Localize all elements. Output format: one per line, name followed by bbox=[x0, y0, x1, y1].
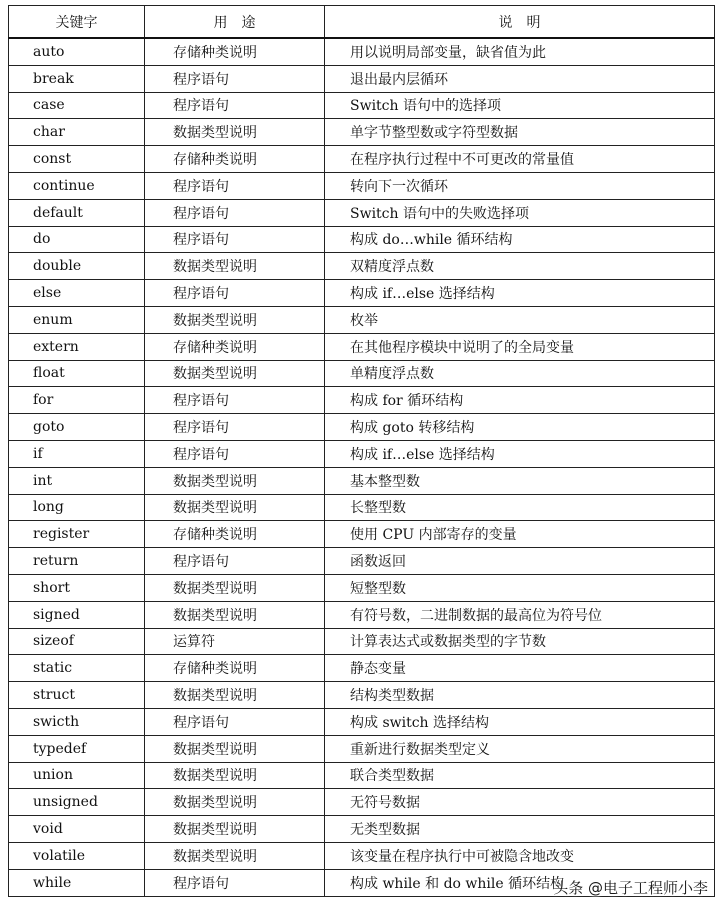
table-row bbox=[9, 467, 715, 494]
keyword-cell: do bbox=[9, 226, 145, 253]
description-cell: 无类型数据 bbox=[325, 816, 715, 843]
keyword-cell: double bbox=[9, 253, 145, 280]
usage-cell: 数据类型说明 bbox=[145, 306, 325, 333]
description-cell: 在其他程序模块中说明了的全局变量 bbox=[325, 333, 715, 360]
keyword-cell: struct bbox=[9, 682, 145, 709]
description-cell: 结构类型数据 bbox=[325, 682, 715, 709]
description-cell: 有符号数，二进制数据的最高位为符号位 bbox=[325, 601, 715, 628]
usage-cell: 存储种类说明 bbox=[145, 521, 325, 548]
usage-cell: 程序语句 bbox=[145, 280, 325, 307]
table-row bbox=[9, 682, 715, 709]
description-cell: 无符号数据 bbox=[325, 789, 715, 816]
description-cell: 基本整型数 bbox=[325, 467, 715, 494]
description-cell: 短整型数 bbox=[325, 574, 715, 601]
description-cell: Switch 语句中的失败选择项 bbox=[325, 199, 715, 226]
usage-cell: 存储种类说明 bbox=[145, 655, 325, 682]
description-cell: 计算表达式或数据类型的字节数 bbox=[325, 628, 715, 655]
description-cell: 构成 while 和 do while 循环结构 bbox=[325, 869, 715, 896]
usage-cell: 程序语句 bbox=[145, 199, 325, 226]
table-row bbox=[9, 655, 715, 682]
usage-cell: 程序语句 bbox=[145, 387, 325, 414]
description-cell: 构成 for 循环结构 bbox=[325, 387, 715, 414]
description-cell: 构成 switch 选择结构 bbox=[325, 708, 715, 735]
description-cell: 使用 CPU 内部寄存的变量 bbox=[325, 521, 715, 548]
watermark: 头条 @电子工程师小李 bbox=[553, 879, 708, 897]
keyword-cell: int bbox=[9, 467, 145, 494]
usage-cell: 数据类型说明 bbox=[145, 253, 325, 280]
table-row bbox=[9, 38, 715, 65]
keyword-cell: volatile bbox=[9, 842, 145, 869]
table-row bbox=[9, 65, 715, 92]
keyword-cell: extern bbox=[9, 333, 145, 360]
usage-cell: 数据类型说明 bbox=[145, 494, 325, 521]
keyword-cell: union bbox=[9, 762, 145, 789]
description-cell: 构成 do…while 循环结构 bbox=[325, 226, 715, 253]
description-cell: 转向下一次循环 bbox=[325, 172, 715, 199]
description-cell: 枚举 bbox=[325, 306, 715, 333]
table-row bbox=[9, 119, 715, 146]
table-row bbox=[9, 333, 715, 360]
table-row bbox=[9, 440, 715, 467]
description-cell: 构成 if…else 选择结构 bbox=[325, 280, 715, 307]
keyword-cell: float bbox=[9, 360, 145, 387]
description-cell: 单字节整型数或字符型数据 bbox=[325, 119, 715, 146]
keyword-table bbox=[8, 5, 715, 897]
usage-cell: 程序语句 bbox=[145, 440, 325, 467]
description-cell: 构成 if…else 选择结构 bbox=[325, 440, 715, 467]
table-body bbox=[9, 38, 715, 896]
description-cell: Switch 语句中的选择项 bbox=[325, 92, 715, 119]
keyword-cell: const bbox=[9, 146, 145, 173]
usage-cell: 程序语句 bbox=[145, 92, 325, 119]
description-cell: 该变量在程序执行中可被隐含地改变 bbox=[325, 842, 715, 869]
table-row bbox=[9, 306, 715, 333]
keyword-cell: void bbox=[9, 816, 145, 843]
keyword-cell: signed bbox=[9, 601, 145, 628]
table-row bbox=[9, 548, 715, 575]
description-cell: 用以说明局部变量，缺省值为此 bbox=[325, 38, 715, 65]
description-cell: 在程序执行过程中不可更改的常量值 bbox=[325, 146, 715, 173]
usage-cell: 存储种类说明 bbox=[145, 146, 325, 173]
usage-cell: 程序语句 bbox=[145, 172, 325, 199]
usage-cell: 数据类型说明 bbox=[145, 762, 325, 789]
table-row bbox=[9, 226, 715, 253]
keyword-cell: enum bbox=[9, 306, 145, 333]
table-row bbox=[9, 360, 715, 387]
usage-cell: 数据类型说明 bbox=[145, 735, 325, 762]
keyword-cell: short bbox=[9, 574, 145, 601]
table-row bbox=[9, 494, 715, 521]
usage-cell: 存储种类说明 bbox=[145, 38, 325, 65]
table-row bbox=[9, 789, 715, 816]
keyword-cell: break bbox=[9, 65, 145, 92]
usage-cell: 程序语句 bbox=[145, 708, 325, 735]
usage-cell: 数据类型说明 bbox=[145, 601, 325, 628]
table-row bbox=[9, 280, 715, 307]
usage-cell: 存储种类说明 bbox=[145, 333, 325, 360]
usage-cell: 程序语句 bbox=[145, 226, 325, 253]
keyword-cell: if bbox=[9, 440, 145, 467]
keyword-cell: static bbox=[9, 655, 145, 682]
header-description: 说 明 bbox=[325, 6, 715, 39]
table-row bbox=[9, 414, 715, 441]
keyword-cell: long bbox=[9, 494, 145, 521]
keyword-cell: swicth bbox=[9, 708, 145, 735]
description-cell: 单精度浮点数 bbox=[325, 360, 715, 387]
table-row bbox=[9, 172, 715, 199]
keyword-cell: else bbox=[9, 280, 145, 307]
header-usage: 用 途 bbox=[145, 6, 325, 39]
description-cell: 双精度浮点数 bbox=[325, 253, 715, 280]
table-row bbox=[9, 628, 715, 655]
keyword-cell: sizeof bbox=[9, 628, 145, 655]
usage-cell: 程序语句 bbox=[145, 414, 325, 441]
description-cell: 退出最内层循环 bbox=[325, 65, 715, 92]
keyword-cell: return bbox=[9, 548, 145, 575]
description-cell: 构成 goto 转移结构 bbox=[325, 414, 715, 441]
table-row bbox=[9, 146, 715, 173]
usage-cell: 程序语句 bbox=[145, 65, 325, 92]
usage-cell: 数据类型说明 bbox=[145, 360, 325, 387]
usage-cell: 程序语句 bbox=[145, 548, 325, 575]
table-row bbox=[9, 762, 715, 789]
description-cell: 静态变量 bbox=[325, 655, 715, 682]
table-row bbox=[9, 92, 715, 119]
table-row bbox=[9, 816, 715, 843]
keyword-cell: for bbox=[9, 387, 145, 414]
usage-cell: 数据类型说明 bbox=[145, 119, 325, 146]
table-row bbox=[9, 199, 715, 226]
usage-cell: 数据类型说明 bbox=[145, 789, 325, 816]
description-cell: 长整型数 bbox=[325, 494, 715, 521]
usage-cell: 数据类型说明 bbox=[145, 842, 325, 869]
keyword-cell: while bbox=[9, 869, 145, 896]
table-row bbox=[9, 387, 715, 414]
usage-cell: 数据类型说明 bbox=[145, 574, 325, 601]
keyword-cell: case bbox=[9, 92, 145, 119]
usage-cell: 数据类型说明 bbox=[145, 467, 325, 494]
keyword-cell: char bbox=[9, 119, 145, 146]
table-row bbox=[9, 842, 715, 869]
table-row bbox=[9, 253, 715, 280]
header-row bbox=[9, 6, 715, 39]
keyword-cell: continue bbox=[9, 172, 145, 199]
keyword-cell: default bbox=[9, 199, 145, 226]
description-cell: 联合类型数据 bbox=[325, 762, 715, 789]
table-header bbox=[9, 6, 715, 39]
keyword-cell: register bbox=[9, 521, 145, 548]
header-keyword: 关键字 bbox=[9, 6, 145, 39]
table-row bbox=[9, 708, 715, 735]
description-cell: 重新进行数据类型定义 bbox=[325, 735, 715, 762]
keyword-cell: typedef bbox=[9, 735, 145, 762]
table-row bbox=[9, 735, 715, 762]
usage-cell: 数据类型说明 bbox=[145, 816, 325, 843]
keyword-cell: unsigned bbox=[9, 789, 145, 816]
table-row bbox=[9, 521, 715, 548]
usage-cell: 数据类型说明 bbox=[145, 682, 325, 709]
table-row bbox=[9, 601, 715, 628]
description-cell: 函数返回 bbox=[325, 548, 715, 575]
keyword-cell: goto bbox=[9, 414, 145, 441]
keyword-cell: auto bbox=[9, 38, 145, 65]
usage-cell: 程序语句 bbox=[145, 869, 325, 896]
table-row bbox=[9, 574, 715, 601]
usage-cell: 运算符 bbox=[145, 628, 325, 655]
